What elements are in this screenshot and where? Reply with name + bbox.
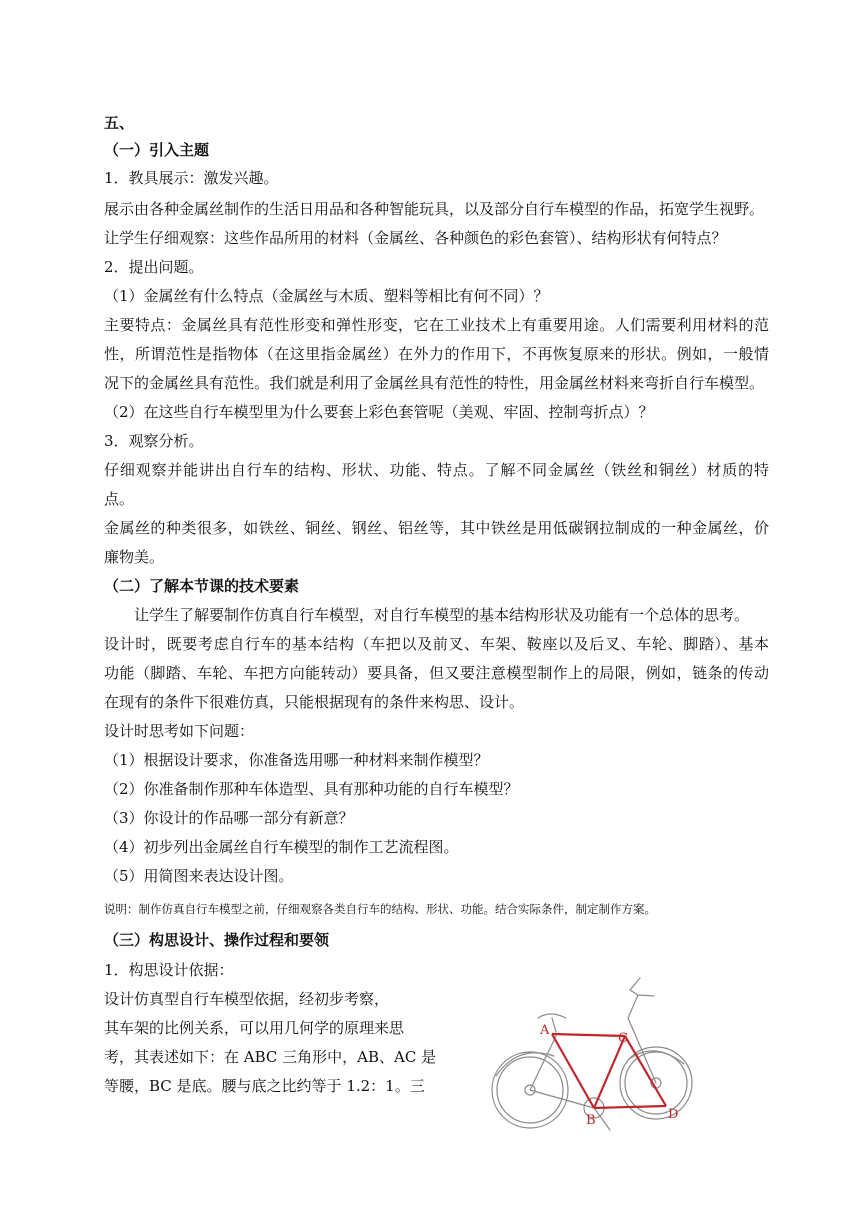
part1-para3-line1: 仔细观察并能讲出自行车的结构、形状、功能、特点。了解不同金属丝（铁丝和铜丝）材质的特 bbox=[104, 461, 769, 479]
part2-heading: （二）了解本节课的技术要素 bbox=[104, 577, 300, 595]
point-label-d: D bbox=[668, 1107, 679, 1122]
part1-para2-line2: 性，所谓范性是指物体（在这里指金属丝）在外力的作用下，不再恢复原来的形状。例如，一般情 bbox=[104, 345, 769, 363]
point-label-c: C bbox=[618, 1031, 628, 1046]
frame-line-cd bbox=[625, 1036, 666, 1106]
part2-para1-line2: 设计时，既要考虑自行车的基本结构（车把以及前叉、车架、鞍座以及后叉、车轮、脚踏）、基本 bbox=[104, 635, 769, 653]
part3-para1-line2: 其车架的比例关系，可以用几何学的原理来思 bbox=[104, 1019, 405, 1037]
part2-question3: （3）你设计的作品哪一部分有新意？ bbox=[104, 809, 354, 827]
part2-question4: （4）初步列出金属丝自行车模型的制作工艺流程图。 bbox=[104, 838, 459, 856]
part1-para4-line1: 金属丝的种类很多，如铁丝、铜丝、钢丝、铝丝等，其中铁丝是用低碳钢拉制成的一种金属丝，价 bbox=[104, 519, 769, 537]
point-label-b: B bbox=[586, 1113, 596, 1128]
part2-para1-line4: 在现有的条件下很难仿真，只能根据现有的条件来构思、设计。 bbox=[104, 693, 525, 711]
bicycle-sketch bbox=[478, 960, 698, 1150]
frame-line-cb bbox=[594, 1036, 625, 1108]
part1-item1: 1．教具展示：激发兴趣。 bbox=[104, 169, 279, 187]
frame-line-ab bbox=[552, 1034, 594, 1108]
part3-heading: （三）构思设计、操作过程和要领 bbox=[104, 931, 330, 949]
part1-para1-line2: 让学生仔细观察：这些作品所用的材料（金属丝、各种颜色的彩色套管）、结构形状有何特点？ bbox=[104, 229, 727, 247]
part3-para1-line1: 设计仿真型自行车模型依据，经初步考察， bbox=[104, 990, 390, 1008]
part1-question1: （1）金属丝有什么特点（金属丝与木质、塑料等相比有何不同）？ bbox=[104, 287, 549, 305]
frame-line-bd bbox=[594, 1106, 666, 1108]
part2-question5: （5）用简图来表达设计图。 bbox=[104, 867, 294, 885]
part1-para1-line1: 展示由各种金属丝制作的生活日用品和各种智能玩具，以及部分自行车模型的作品，拓宽学生视野。 bbox=[104, 200, 765, 218]
part1-para4-line2: 廉物美。 bbox=[104, 548, 165, 566]
part2-note: 说明：制作仿真自行车模型之前，仔细观察各类自行车的结构、形状、功能。结合实际条件，制定制作方案。 bbox=[104, 902, 656, 916]
part1-para2-line1: 主要特点：金属丝具有范性形变和弹性形变，它在工业技术上有重要用途。人们需要利用材料的范 bbox=[104, 316, 769, 334]
section-title: 五、 bbox=[104, 114, 135, 132]
frame-line-ac bbox=[552, 1034, 625, 1036]
part1-item2: 2．提出问题。 bbox=[104, 258, 204, 276]
part1-heading: （一）引入主题 bbox=[104, 141, 210, 159]
part1-question2: （2）在这些自行车模型里为什么要套上彩色套管呢（美观、牢固、控制弯折点）？ bbox=[104, 403, 654, 421]
part1-para2-line3: 况下的金属丝具有范性。我们就是利用了金属丝具有范性的特性，用金属丝材料来弯折自行车模型。 bbox=[104, 374, 765, 392]
part2-think-intro: 设计时思考如下问题： bbox=[104, 722, 255, 740]
part1-item3: 3．观察分析。 bbox=[104, 432, 204, 450]
part3-para1-line4: 等腰，BC 是底。腰与底之比约等于 1.2：1。三 bbox=[104, 1077, 425, 1095]
part2-question1: （1）根据设计要求，你准备选用哪一种材料来制作模型？ bbox=[104, 751, 489, 769]
part2-para1-line3: 功能（脚踏、车轮、车把方向能转动）要具备，但又要注意模型制作上的局限，例如，链条的传动 bbox=[104, 664, 769, 682]
handlebar-fork bbox=[628, 978, 656, 1083]
part3-item1: 1．构思设计依据： bbox=[104, 961, 234, 979]
part2-para1-line1: 让学生了解要制作仿真自行车模型，对自行车模型的基本结构形状及功能有一个总体的思考。 bbox=[134, 606, 750, 624]
part1-para3-line2: 点。 bbox=[104, 490, 135, 508]
point-label-a: A bbox=[540, 1023, 550, 1038]
part3-para1-line3: 考，其表述如下：在 ABC 三角形中，AB、AC 是 bbox=[104, 1048, 437, 1066]
rear-mudguard bbox=[496, 1053, 554, 1076]
bicycle-frame-figure bbox=[478, 960, 698, 1150]
part2-question2: （2）你准备制作那种车体造型、具有那种功能的自行车模型？ bbox=[104, 780, 519, 798]
